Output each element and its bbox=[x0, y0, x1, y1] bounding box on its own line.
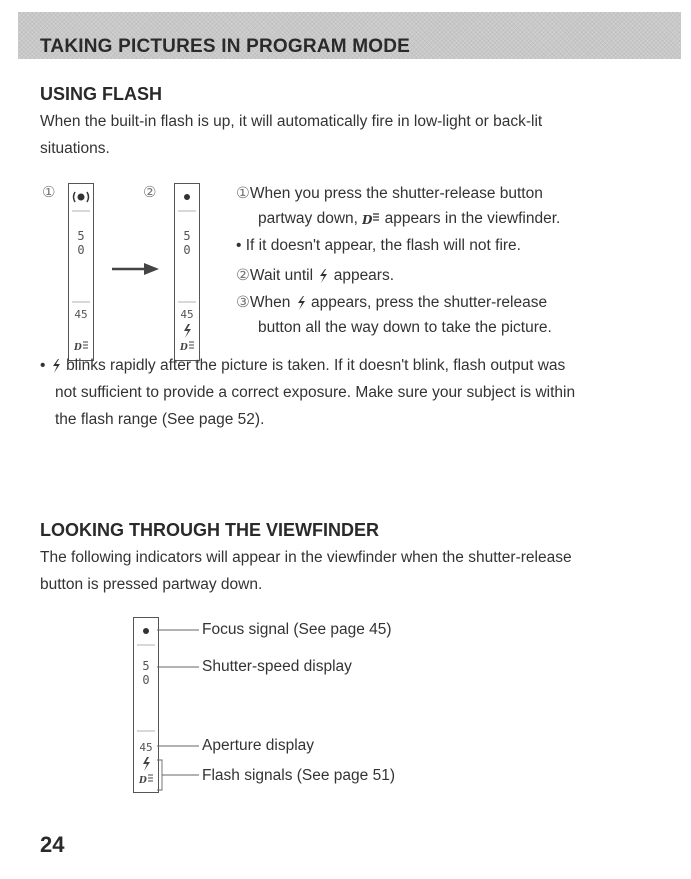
step-1-line-b bbox=[258, 210, 560, 228]
viewfinder-display-2 bbox=[174, 183, 200, 361]
svg-text:D: D bbox=[74, 343, 82, 353]
lightning-icon bbox=[143, 757, 150, 771]
after-note-line-2: not sufficient to provide a correct exposure. Make sure your subject is within bbox=[55, 384, 576, 401]
step-3-number: ③ bbox=[236, 294, 250, 311]
focus-signal-icon bbox=[74, 192, 89, 202]
lightning-icon bbox=[295, 295, 307, 311]
viewfinder-intro-line-1: The following indicators will appear in the viewfinder when the shutter-release bbox=[40, 549, 572, 566]
step-1-text-b-post: appears in the viewfinder. bbox=[384, 210, 561, 227]
step-1-text-a: When you press the shutter-release button bbox=[249, 185, 543, 202]
flash-leader-bracket bbox=[157, 760, 199, 790]
after-note-line-3: the flash range (See page 52). bbox=[55, 411, 265, 428]
viewfinder-diagram-graphic bbox=[134, 618, 158, 792]
viewfinder-display-1 bbox=[68, 183, 94, 361]
aperture-value: 45 bbox=[74, 308, 88, 321]
viewfinder-display-1-graphic bbox=[69, 184, 93, 360]
step-1-number: ① bbox=[236, 185, 250, 202]
lightning-icon bbox=[50, 358, 62, 374]
figure-label-1: ① bbox=[42, 184, 56, 201]
step-3-text-post: appears, press the shutter-release bbox=[311, 294, 548, 311]
aperture-value: 45 bbox=[139, 741, 153, 754]
step-1-line-a bbox=[236, 184, 543, 203]
shutter-digit-2: 0 bbox=[142, 673, 150, 687]
step-2-line bbox=[236, 266, 394, 285]
focus-signal-label: Focus signal (See page 45) bbox=[202, 621, 392, 638]
shutter-digit-2: 0 bbox=[77, 243, 85, 257]
lightning-icon bbox=[317, 268, 329, 284]
shutter-speed-label: Shutter-speed display bbox=[202, 658, 352, 675]
step-3-text-pre: When bbox=[249, 294, 291, 311]
step-3-line-b: button all the way down to take the picture. bbox=[258, 319, 552, 336]
aperture-label: Aperture display bbox=[202, 737, 315, 754]
step-note bbox=[236, 237, 521, 255]
lightning-icon bbox=[184, 324, 191, 338]
after-note-line-1 bbox=[40, 352, 565, 379]
focus-dot-icon bbox=[143, 628, 149, 634]
shutter-digit: 5 bbox=[183, 229, 191, 243]
figure-label-2: ② bbox=[143, 184, 157, 201]
viewfinder-intro-line-2: button is pressed partway down. bbox=[40, 576, 263, 593]
leader-lines bbox=[157, 615, 205, 795]
flash-ready-icon bbox=[138, 775, 153, 786]
svg-text:D: D bbox=[362, 212, 373, 226]
svg-text:D: D bbox=[139, 776, 147, 786]
note-bullet: • bbox=[236, 237, 242, 254]
flash-signals-label: Flash signals (See page 51) bbox=[202, 767, 396, 784]
shutter-digit-2: 0 bbox=[183, 243, 191, 257]
note-text: If it doesn't appear, the flash will not fire. bbox=[245, 237, 521, 254]
using-flash-heading: USING FLASH bbox=[40, 84, 163, 104]
shutter-digit: 5 bbox=[142, 659, 150, 673]
step-3-line-a bbox=[236, 293, 547, 312]
flash-ready-icon bbox=[362, 212, 380, 226]
step-2-text-post: appears. bbox=[333, 267, 395, 284]
shutter-digit: 5 bbox=[77, 229, 85, 243]
flash-intro-line-2: situations. bbox=[40, 140, 110, 157]
after-note-bullet: • bbox=[40, 357, 46, 374]
after-note-text-1: blinks rapidly after the picture is taken. If it doesn't blink, flash output was bbox=[66, 357, 566, 374]
viewfinder-diagram-display bbox=[133, 617, 159, 793]
viewfinder-display-2-graphic bbox=[175, 184, 199, 360]
step-1-text-b-pre: partway down, bbox=[258, 210, 358, 227]
svg-text:D: D bbox=[180, 343, 188, 353]
aperture-value: 45 bbox=[180, 308, 194, 321]
viewfinder-heading: LOOKING THROUGH THE VIEWFINDER bbox=[40, 520, 379, 540]
flash-intro-line-1: When the built-in flash is up, it will automatically fire in low-light or back-lit bbox=[40, 113, 543, 130]
step-2-text-pre: Wait until bbox=[249, 267, 314, 284]
step-2-number: ② bbox=[236, 267, 250, 284]
page-title: TAKING PICTURES IN PROGRAM MODE bbox=[40, 36, 411, 57]
page-number: 24 bbox=[40, 832, 65, 857]
arrow-icon bbox=[112, 262, 160, 276]
focus-dot-icon bbox=[184, 194, 190, 200]
